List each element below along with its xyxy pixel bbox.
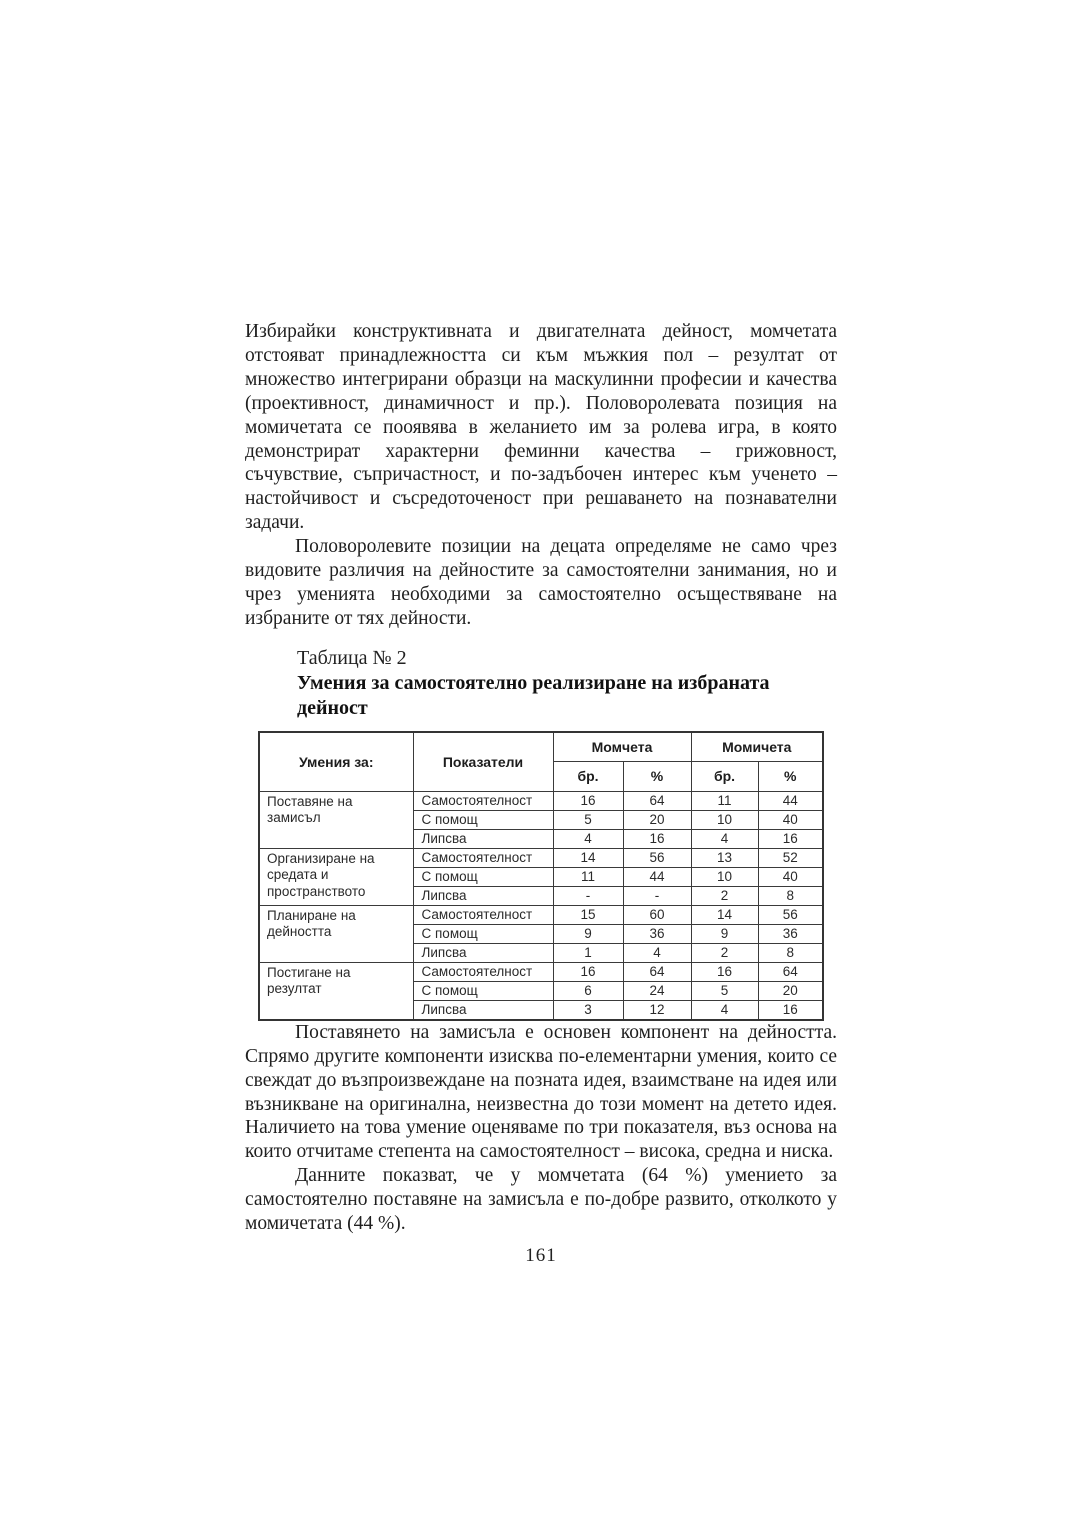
paragraph: Половоролевите позиции на децата определяме не само чрез видовите различия на дейностите за самостоятелни занимания, но и чрез уменията необходими за самостоятелно осъществяване на избраните от тях дейности.: [245, 536, 837, 629]
value-cell: 16: [553, 962, 623, 981]
indicator-cell: Липсва: [413, 829, 553, 848]
header-boys-count: бр.: [553, 761, 623, 791]
indicator-cell: Липсва: [413, 943, 553, 962]
value-cell: 56: [623, 848, 691, 867]
value-cell: 5: [691, 981, 758, 1000]
indicator-cell: Самостоятелност: [413, 962, 553, 981]
value-cell: 36: [623, 924, 691, 943]
paragraph: Избирайки конструктивната и двигателната дейност, момчетата отстояват принадлежността си към мъжкия пол – резултат от множество интегрирани образци на маскулинни професии и качества (проективност, динамичност и пр.). Половоролевата позиция на момичетата се пооявява в желанието им за ролева игра, в която демонстрират характерни феминни качества – грижовност, съчувствие, съпричастност, и по-задъбочен интерес към ученето – настойчивост и съсредоточеност при решаването на познавателни задачи.: [245, 321, 837, 534]
indicator-cell: Самостоятелност: [413, 905, 553, 924]
table-row: [259, 791, 823, 810]
value-cell: 40: [758, 867, 823, 886]
header-boys-percent: %: [623, 761, 691, 791]
value-cell: 4: [623, 943, 691, 962]
value-cell: 5: [553, 810, 623, 829]
value-cell: 4: [691, 829, 758, 848]
value-cell: 60: [623, 905, 691, 924]
value-cell: 40: [758, 810, 823, 829]
value-cell: 11: [691, 791, 758, 810]
value-cell: 8: [758, 943, 823, 962]
skill-cell: Постигане на резултат: [259, 962, 413, 1020]
header-boys: Момчета: [553, 732, 691, 762]
table-caption: Таблица № 2: [297, 646, 407, 669]
indicator-cell: Липсва: [413, 1000, 553, 1020]
value-cell: 12: [623, 1000, 691, 1020]
value-cell: 2: [691, 943, 758, 962]
indicator-cell: Самостоятелност: [413, 848, 553, 867]
value-cell: 36: [758, 924, 823, 943]
value-cell: 16: [758, 1000, 823, 1020]
value-cell: 14: [691, 905, 758, 924]
value-cell: 20: [758, 981, 823, 1000]
header-skills: Умения за:: [259, 732, 413, 792]
table-row: [259, 905, 823, 924]
indicator-cell: Самостоятелност: [413, 791, 553, 810]
header-girls: Момичета: [691, 732, 823, 762]
indicator-cell: С помощ: [413, 867, 553, 886]
value-cell: -: [623, 886, 691, 905]
value-cell: 52: [758, 848, 823, 867]
paragraph: Поставянето на замисъла е основен компонент на дейността. Спрямо другите компоненти изисква по-елементарни умения, които се свеждат до възпроизвеждане на позната идея, взаимстване на идея или възникване на оригинална, неизвестна до този момент на детето идея. Наличието на това умение оценяваме по три показателя, въз основа на които отчитаме степента на самостоятелност – висока, средна и ниска.: [245, 1021, 837, 1163]
value-cell: 14: [553, 848, 623, 867]
value-cell: 8: [758, 886, 823, 905]
value-cell: 44: [758, 791, 823, 810]
value-cell: 9: [553, 924, 623, 943]
value-cell: 15: [553, 905, 623, 924]
page-number: 161: [525, 1244, 557, 1266]
value-cell: 24: [623, 981, 691, 1000]
indicator-cell: С помощ: [413, 924, 553, 943]
value-cell: 13: [691, 848, 758, 867]
value-cell: 16: [623, 829, 691, 848]
value-cell: 4: [691, 1000, 758, 1020]
value-cell: 16: [553, 791, 623, 810]
value-cell: -: [553, 886, 623, 905]
value-cell: 10: [691, 867, 758, 886]
skill-cell: Поставяне на замисъл: [259, 791, 413, 848]
header-girls-percent: %: [758, 761, 823, 791]
value-cell: 6: [553, 981, 623, 1000]
value-cell: 2: [691, 886, 758, 905]
indicator-cell: С помощ: [413, 810, 553, 829]
value-cell: 20: [623, 810, 691, 829]
value-cell: 44: [623, 867, 691, 886]
header-row-1: [259, 732, 823, 762]
value-cell: 16: [691, 962, 758, 981]
text-column: [245, 320, 837, 1267]
value-cell: 56: [758, 905, 823, 924]
header-indicators: Показатели: [413, 732, 553, 792]
indicator-cell: Липсва: [413, 886, 553, 905]
indicator-cell: С помощ: [413, 981, 553, 1000]
data-table-wrapper: [258, 731, 837, 1021]
value-cell: 4: [553, 829, 623, 848]
value-cell: 64: [623, 791, 691, 810]
value-cell: 16: [758, 829, 823, 848]
value-cell: 64: [758, 962, 823, 981]
value-cell: 9: [691, 924, 758, 943]
table-caption-block: [297, 646, 837, 721]
value-cell: 1: [553, 943, 623, 962]
paragraph: Данните показват, че у момчетата (64 %) умението за самостоятелно поставяне на замисъла е по-добре развито, отколкото у момичетата (44 %).: [245, 1165, 837, 1235]
header-girls-count: бр.: [691, 761, 758, 791]
skill-cell: Организиране на средата и пространството: [259, 848, 413, 905]
value-cell: 11: [553, 867, 623, 886]
skills-table: [258, 731, 824, 1021]
table-title: Умения за самостоятелно реализиране на избраната дейност: [297, 671, 770, 719]
table-row: [259, 848, 823, 867]
value-cell: 3: [553, 1000, 623, 1020]
table-row: [259, 962, 823, 981]
value-cell: 64: [623, 962, 691, 981]
skill-cell: Планиране на дейността: [259, 905, 413, 962]
value-cell: 10: [691, 810, 758, 829]
